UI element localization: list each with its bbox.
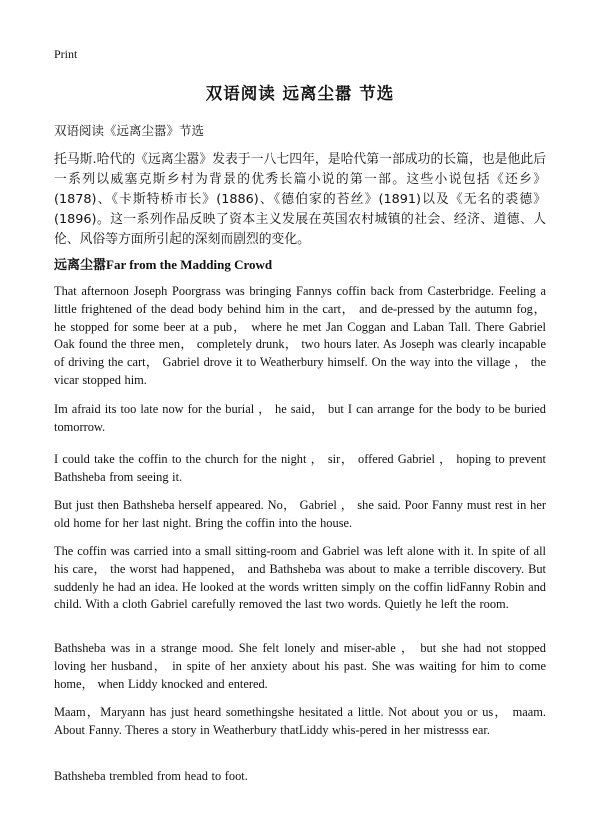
intro-paragraph: 托马斯.哈代的《远离尘嚣》发表于一八七四年，是哈代第一部成功的长篇，也是他此后一系列以威塞克斯乡村为背景的优秀长篇小说的第一部。这些小说包括《还乡》(1878)、《卡斯特桥市长》(1886)、《德伯家的苔丝》(1891)以及《无名的裘德》(1896)。这一系列作品反映了资本主义发展在英国农村城镇的社会、经济、道德、人伦、风俗等方面所引起的深刻而剧烈的变化。: [54, 152, 546, 247]
section-heading: 远离尘嚣Far from the Madding Crowd: [54, 257, 273, 272]
story-paragraph: Bathsheba was in a strange mood. She felt lonely and miser-able ， but she had not stopped loving her husband， in spite of her anxiety about his past. She was waiting for him to come home， when Liddy knocked and entered.: [54, 641, 546, 691]
story-paragraph: Maam，Maryann has just heard somethingshe hesitated a little. Not about you or us， maam. About Fanny. Theres a story in Weatherbury thatLiddy whis-pered in her mistresss ear.: [54, 705, 546, 737]
story-paragraph: That afternoon Joseph Poorgrass was bringing Fannys coffin back from Casterbridge. Feeling a little frightened of the dead body behind him in the cart， and de-pressed by the autumn fog， he stopped for some beer at a pub， where he met Jan Coggan and Laban Tall. There Gabriel Oak found the three men， completely drunk， two hours later. As Joseph was clearly incapable of driving the cart， Gabriel drove it to Weatherbury himself. On the way into the village ， the vicar stopped him.: [54, 284, 546, 387]
story-paragraph: I could take the coffin to the church for the night ， sir， offered Gabriel ， hoping to prevent Bathsheba from seeing it.: [54, 452, 546, 484]
page-title: 双语阅读 远离尘嚣 节选: [205, 84, 395, 103]
page-subtitle: 双语阅读《远离尘嚣》节选: [54, 123, 205, 138]
print-link[interactable]: Print: [54, 47, 78, 61]
story-paragraph: But just then Bathsheba herself appeared. No， Gabriel ， she said. Poor Fanny must rest in her old home for her last night. Bring the coffin into the house.: [54, 498, 546, 530]
story-paragraph: The coffin was carried into a small sitting-room and Gabriel was left alone with it. In spite of all his care， the worst had happened， and Bathsheba was about to make a terrible discovery. But suddenly he had an idea. He looked at the words written simply on the coffin lidFanny Robin and child. With a cloth Gabriel carefully removed the last two words. Quietly he left the room.: [54, 544, 546, 612]
story-paragraph: Bathsheba trembled from head to foot.: [54, 769, 248, 783]
story-paragraph: Im afraid its too late now for the burial ， he said， but I can arrange for the body to be buried tomorrow.: [54, 402, 546, 434]
